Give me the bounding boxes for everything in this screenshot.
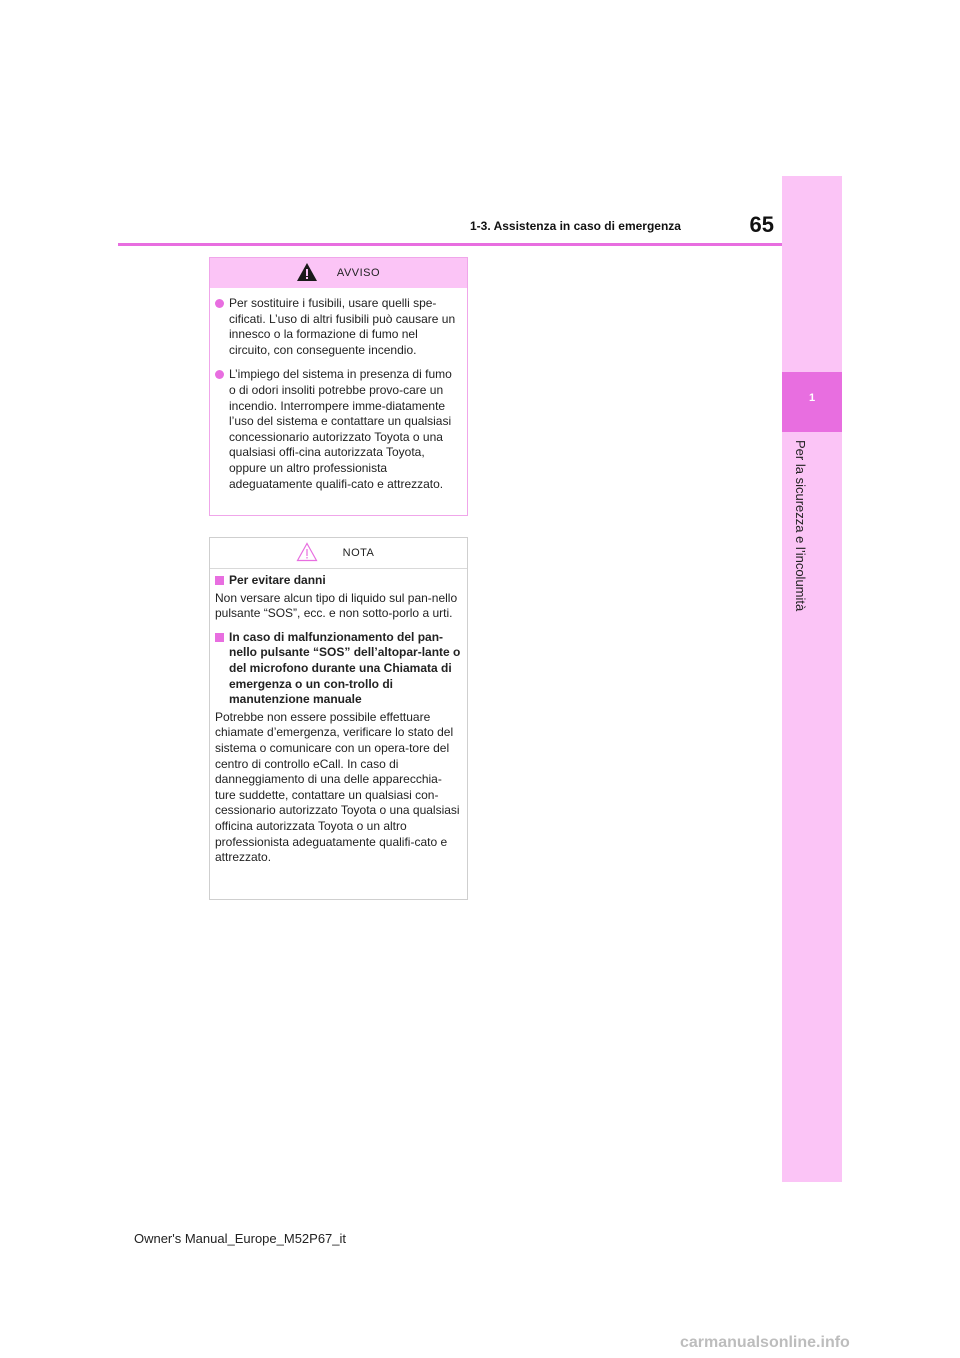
chapter-title: Per la sicurezza e l’incolumità	[793, 440, 808, 612]
warning-item	[215, 367, 461, 492]
note-paragraph: Non versare alcun tipo di liquido sul pan-nello pulsante “SOS”, ecc. e non sotto-porlo a urti.	[215, 590, 458, 621]
warning-box	[209, 257, 468, 516]
warning-label: AVVISO	[336, 267, 381, 279]
note-heading	[215, 630, 461, 708]
square-bullet-icon	[215, 633, 224, 642]
chapter-number: 1	[808, 392, 816, 404]
header-rule	[118, 243, 782, 246]
section-title: 1-3. Assistenza in caso di emergenza	[470, 219, 681, 233]
note-label: NOTA	[342, 547, 375, 559]
document-id: Owner's Manual_Europe_M52P67_it	[133, 1231, 347, 1246]
note-box	[209, 537, 468, 900]
bullet-icon	[215, 370, 224, 379]
note-header	[210, 538, 467, 569]
warning-item	[215, 296, 461, 358]
warning-triangle-icon	[296, 262, 318, 282]
note-paragraph: Potrebbe non essere possibile effettuare chiamate d’emergenza, verificare lo stato del sistema o comunicare con un opera-tore del centro di controllo eCall. In caso di danneggiamento di una delle apparecchia-ture suddette, contattare un qualsiasi con-cessionario autorizzato Toyota o una qualsiasi officina autorizzata Toyota o un altro professionista adeguatamente qualifi-cato e attrezzato.	[215, 709, 460, 865]
square-bullet-icon	[215, 576, 224, 585]
bullet-icon	[215, 299, 224, 308]
watermark: carmanualsonline.info	[680, 1334, 850, 1351]
note-heading-text: In caso di malfunzionamento del pan-nello pulsante “SOS” dell’altopar-lante o del microfono durante una Chiamata di emergenza o un con-trollo di manutenzione manuale	[229, 629, 461, 707]
warning-item-text: L’impiego del sistema in presenza di fumo o di odori insoliti potrebbe provo-care un incendio. Interrompere imme-diatamente l’uso del sistema e contattare un qualsiasi concessionario autorizzato Toyota o una qualsiasi offi-cina autorizzata Toyota, oppure un altro professionista adeguatamente qualifi-cato e attrezzato.	[229, 367, 452, 491]
caution-triangle-icon	[296, 542, 318, 562]
page-number: 65	[749, 212, 774, 237]
note-heading-text: Per evitare danni	[229, 573, 326, 587]
chapter-side-tab	[782, 176, 842, 1182]
warning-header	[210, 258, 467, 288]
note-heading	[215, 573, 461, 589]
warning-item-text: Per sostituire i fusibili, usare quelli spe-cificati. L’uso di altri fusibili può causare un innesco o la formazione di fumo nel circuito, con conseguente incendio.	[229, 296, 456, 357]
